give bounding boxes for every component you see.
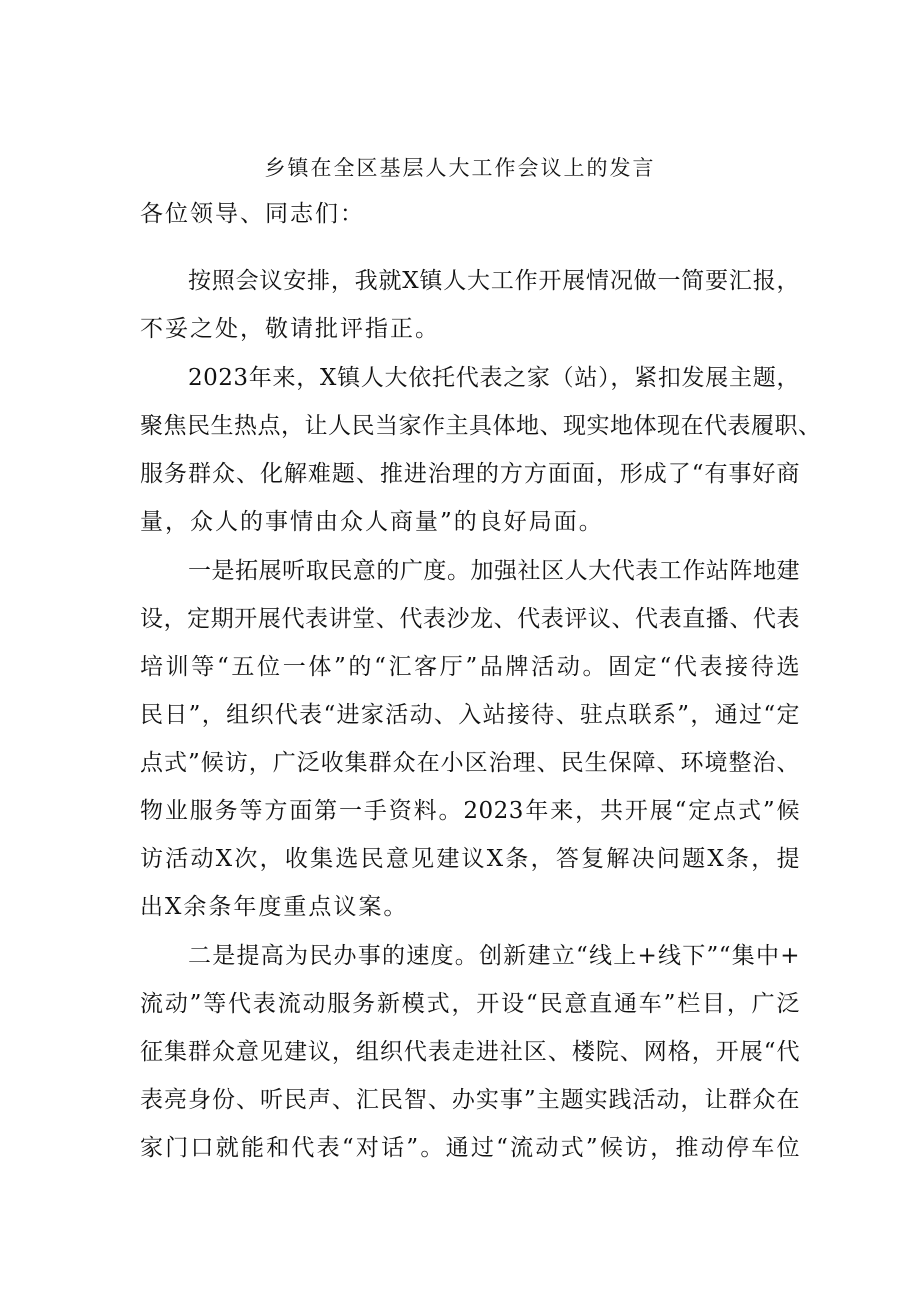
salutation: 各位领导、同志们： [140, 201, 365, 227]
text-line: 征集群众意见建议，组织代表走进社区、楼院、网格，开展“代 [140, 1039, 800, 1065]
text-line: 访活动X次，收集选民意见建议X条，答复解决问题X条，提 [140, 846, 800, 872]
text-line: 物业服务等方面第一手资料。2023年来，共开展“定点式”候 [140, 798, 800, 824]
text-line: 二是提高为民办事的速度。创新建立“线上+线下”“集中+ [188, 943, 800, 969]
text-line: 设，定期开展代表讲堂、代表沙龙、代表评议、代表直播、代表 [140, 606, 800, 632]
text-line: 出X余条年度重点议案。 [140, 894, 409, 920]
text-line: 家门口就能和代表“对话”。通过“流动式”候访，推动停车位 [140, 1135, 800, 1161]
text-line: 量，众人的事情由众人商量”的良好局面。 [140, 509, 604, 535]
text-line: 聚焦民生热点，让人民当家作主具体地、现实地体现在代表履职、 [140, 413, 822, 439]
document-title: 乡镇在全区基层人大工作会议上的发言 [264, 156, 656, 180]
text-line: 培训等“五位一体”的“汇客厅”品牌活动。固定“代表接待选 [140, 654, 800, 680]
text-line: 不妥之处，敬请批评指正。 [140, 316, 440, 342]
text-line: 表亮身份、听民声、汇民智、办实事”主题实践活动，让群众在 [140, 1087, 800, 1113]
text-line: 流动”等代表流动服务新模式，开设“民意直通车”栏目，广泛 [140, 991, 800, 1017]
text-line: 按照会议安排，我就X镇人大工作开展情况做一简要汇报， [188, 268, 800, 294]
text-line: 2023年来，X镇人大依托代表之家（站），紧扣发展主题， [188, 365, 800, 391]
text-line: 一是拓展听取民意的广度。加强社区人大代表工作站阵地建 [188, 558, 800, 584]
text-line: 服务群众、化解难题、推进治理的方方面面，形成了“有事好商 [140, 461, 800, 487]
text-line: 民日”，组织代表“进家活动、入站接待、驻点联系”，通过“定 [140, 702, 800, 728]
text-line: 点式”候访，广泛收集群众在小区治理、民生保障、环境整治、 [140, 750, 800, 776]
